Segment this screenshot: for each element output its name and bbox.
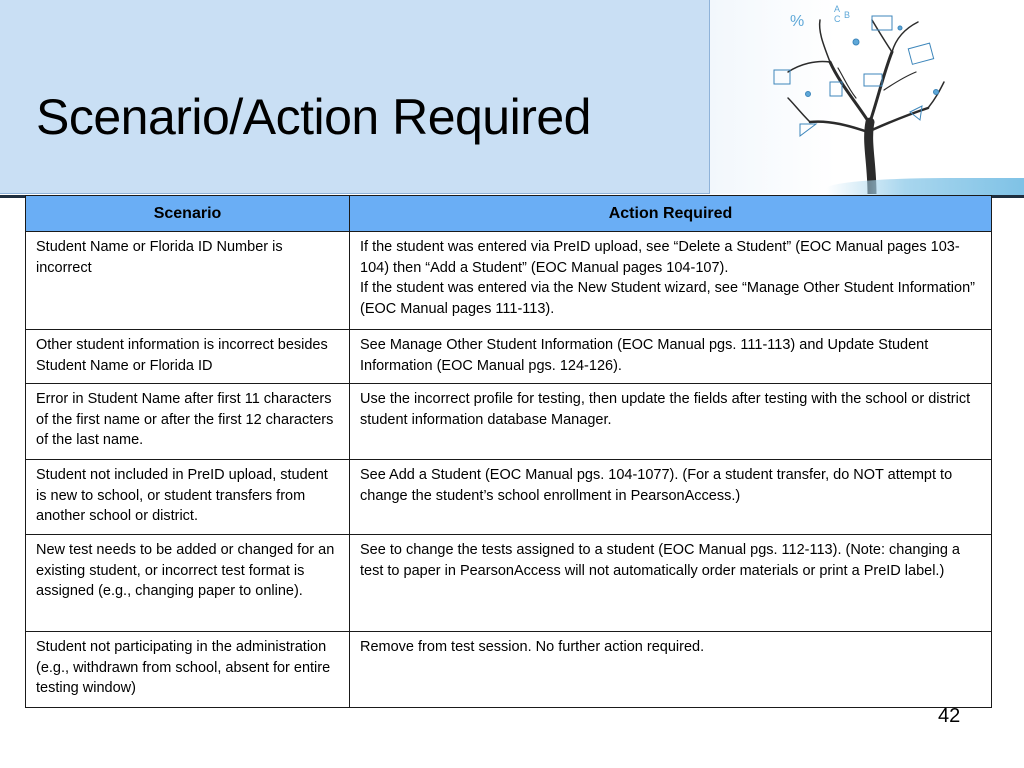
table-row [26, 232, 992, 330]
action-text: See Manage Other Student Information (EOC Manual pgs. 111-113) and Update Student Information (EOC Manual pgs. 124-126). [360, 337, 929, 374]
scenario-cell: Student Name or Florida ID Number is incorrect [26, 232, 350, 330]
table-row [26, 632, 992, 708]
column-header-scenario: Scenario [26, 196, 350, 232]
page-number: 42 [938, 705, 961, 727]
scenario-cell: Student not included in PreID upload, student is new to school, or student transfers from another school or district. [26, 460, 350, 535]
table-row [26, 384, 992, 460]
action-cell [350, 330, 992, 384]
action-cell [350, 535, 992, 632]
table-row [26, 330, 992, 384]
action-text: See Add a Student (EOC Manual pgs. 104-1077). (For a student transfer, do NOT attempt to change the student’s school enrollment in PearsonAccess.) [360, 467, 953, 504]
action-cell [350, 384, 992, 460]
action-cell [350, 232, 992, 330]
table-row [26, 535, 992, 632]
scenario-cell: New test needs to be added or changed for an existing student, or incorrect test format is assigned (e.g., changing paper to online). [26, 535, 350, 632]
scenario-cell: Student not participating in the administration (e.g., withdrawn from school, absent for entire testing window) [26, 632, 350, 708]
table-row [26, 460, 992, 535]
svg-text:A: A [834, 4, 841, 14]
table-header-row [26, 196, 992, 232]
tree-illustration-icon [760, 2, 950, 194]
svg-text:B: B [844, 10, 851, 20]
action-text: Remove from test session. No further action required. [360, 639, 705, 655]
action-text: Use the incorrect profile for testing, then update the fields after testing with the school or district student information database Manager. [360, 391, 971, 428]
column-header-action: Action Required [350, 196, 992, 232]
scenario-table [25, 195, 992, 708]
action-cell [350, 632, 992, 708]
scenario-cell: Error in Student Name after first 11 characters of the first name or after the first 12 characters of the last name. [26, 384, 350, 460]
slide-title: Scenario/Action Required [36, 89, 591, 145]
action-text: See to change the tests assigned to a student (EOC Manual pgs. 112-113). (Note: changing a test to paper in PearsonAccess will not automatically order materials or print a PreID label.) [360, 542, 960, 579]
action-text: If the student was entered via the New Student wizard, see “Manage Other Student Information” (EOC Manual pages 111-113). [360, 280, 975, 317]
svg-text:C: C [834, 14, 841, 24]
svg-text:%: % [790, 13, 805, 30]
scenario-cell: Other student information is incorrect besides Student Name or Florida ID [26, 330, 350, 384]
action-cell [350, 460, 992, 535]
ground-decoration [826, 178, 1024, 196]
action-text: If the student was entered via PreID upload, see “Delete a Student” (EOC Manual pages 103-104) then “Add a Student” (EOC Manual pages 104-107). [360, 239, 960, 276]
